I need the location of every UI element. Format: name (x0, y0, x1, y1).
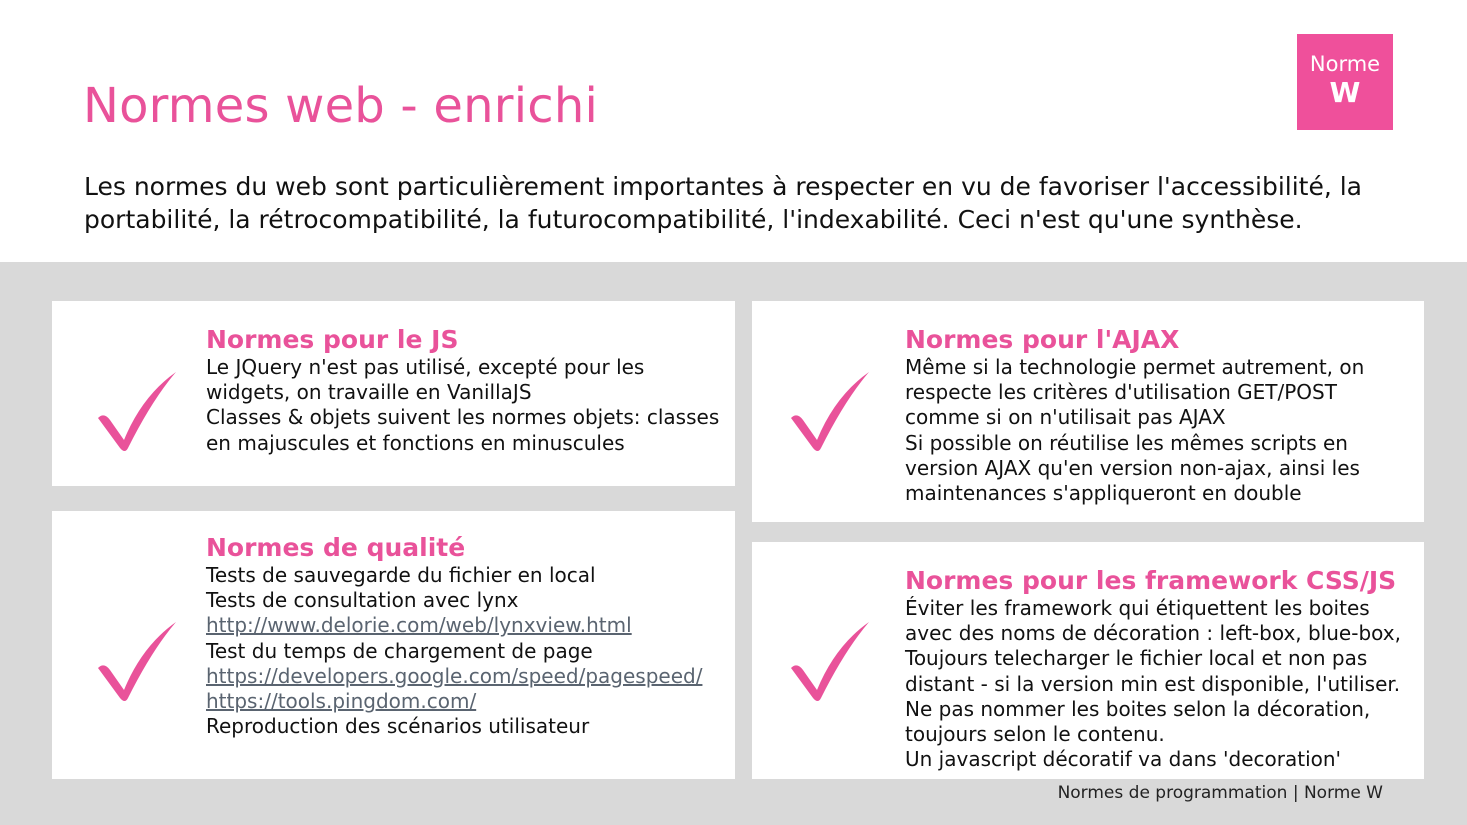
lynxview-link[interactable]: http://www.delorie.com/web/lynxview.html (206, 613, 632, 638)
card-line: Un javascript décoratif va dans 'decoration' (905, 747, 1342, 772)
checkmark-icon (92, 616, 182, 706)
card-line: Toujours telecharger le fichier local et non pas (905, 646, 1368, 671)
card-line: widgets, on travaille en VanillaJS (206, 380, 532, 405)
logo-bottom-text: W (1329, 76, 1361, 109)
card-line: toujours selon le contenu. (905, 722, 1165, 747)
card-title: Normes de qualité (206, 533, 466, 562)
card-quality (52, 511, 735, 779)
card-line: Test du temps de chargement de page (206, 638, 593, 663)
card-line: Classes & objets suivent les normes objets: classes (206, 405, 720, 430)
card-title: Normes pour l'AJAX (905, 325, 1180, 354)
card-framework (752, 542, 1424, 779)
logo-top-text: Norme (1309, 52, 1381, 76)
intro-line: Les normes du web sont particulièrement importantes à respecter en vu de favoriser l'accessibilité, la (84, 172, 1363, 201)
card-line: Reproduction des scénarios utilisateur (206, 714, 590, 739)
card-line: respecte les critères d'utilisation GET/POST (905, 380, 1337, 405)
card-line: Tests de consultation avec lynx (206, 588, 519, 613)
card-line: maintenances s'appliqueront en double (905, 481, 1302, 506)
slide-title: Normes web - enrichi (83, 78, 598, 134)
card-title: Normes pour le JS (206, 325, 459, 354)
pagespeed-link[interactable]: https://developers.google.com/speed/pagespeed/ (206, 663, 703, 688)
card-line: comme si on n'utilisait pas AJAX (905, 405, 1226, 430)
card-line: Tests de sauvegarde du fichier en local (206, 563, 596, 587)
pingdom-link[interactable]: https://tools.pingdom.com/ (206, 689, 477, 714)
card-ajax (752, 301, 1424, 522)
checkmark-icon (785, 616, 875, 706)
card-line: en majuscules et fonctions en minuscules (206, 430, 625, 455)
card-line: Si possible on réutilise les mêmes scripts en (905, 430, 1348, 455)
card-line: Le JQuery n'est pas utilisé, excepté pour les (206, 355, 645, 379)
card-line: distant - si la version min est disponible, l'utiliser. (905, 671, 1401, 696)
card-line: version AJAX qu'en version non-ajax, ainsi les (905, 455, 1360, 480)
card-title: Normes pour les framework CSS/JS (905, 566, 1397, 595)
card-line: Ne pas nommer les boites selon la décoration, (905, 696, 1371, 721)
intro-paragraph (84, 170, 1404, 236)
card-line: avec des noms de décoration : left-box, blue-box, (905, 621, 1401, 646)
card-line: Même si la technologie permet autrement, on (905, 355, 1365, 379)
card-line: Éviter les framework qui étiquettent les boites (905, 596, 1370, 620)
checkmark-icon (92, 366, 182, 456)
norme-w-logo (1297, 34, 1393, 130)
intro-line: portabilité, la rétrocompatibilité, la futurocompatibilité, l'indexabilité. Ceci n'est qu'une synthèse. (84, 205, 1303, 234)
checkmark-icon (785, 366, 875, 456)
slide-footer: Normes de programmation | Norme W (1057, 783, 1383, 803)
card-js (52, 301, 735, 486)
